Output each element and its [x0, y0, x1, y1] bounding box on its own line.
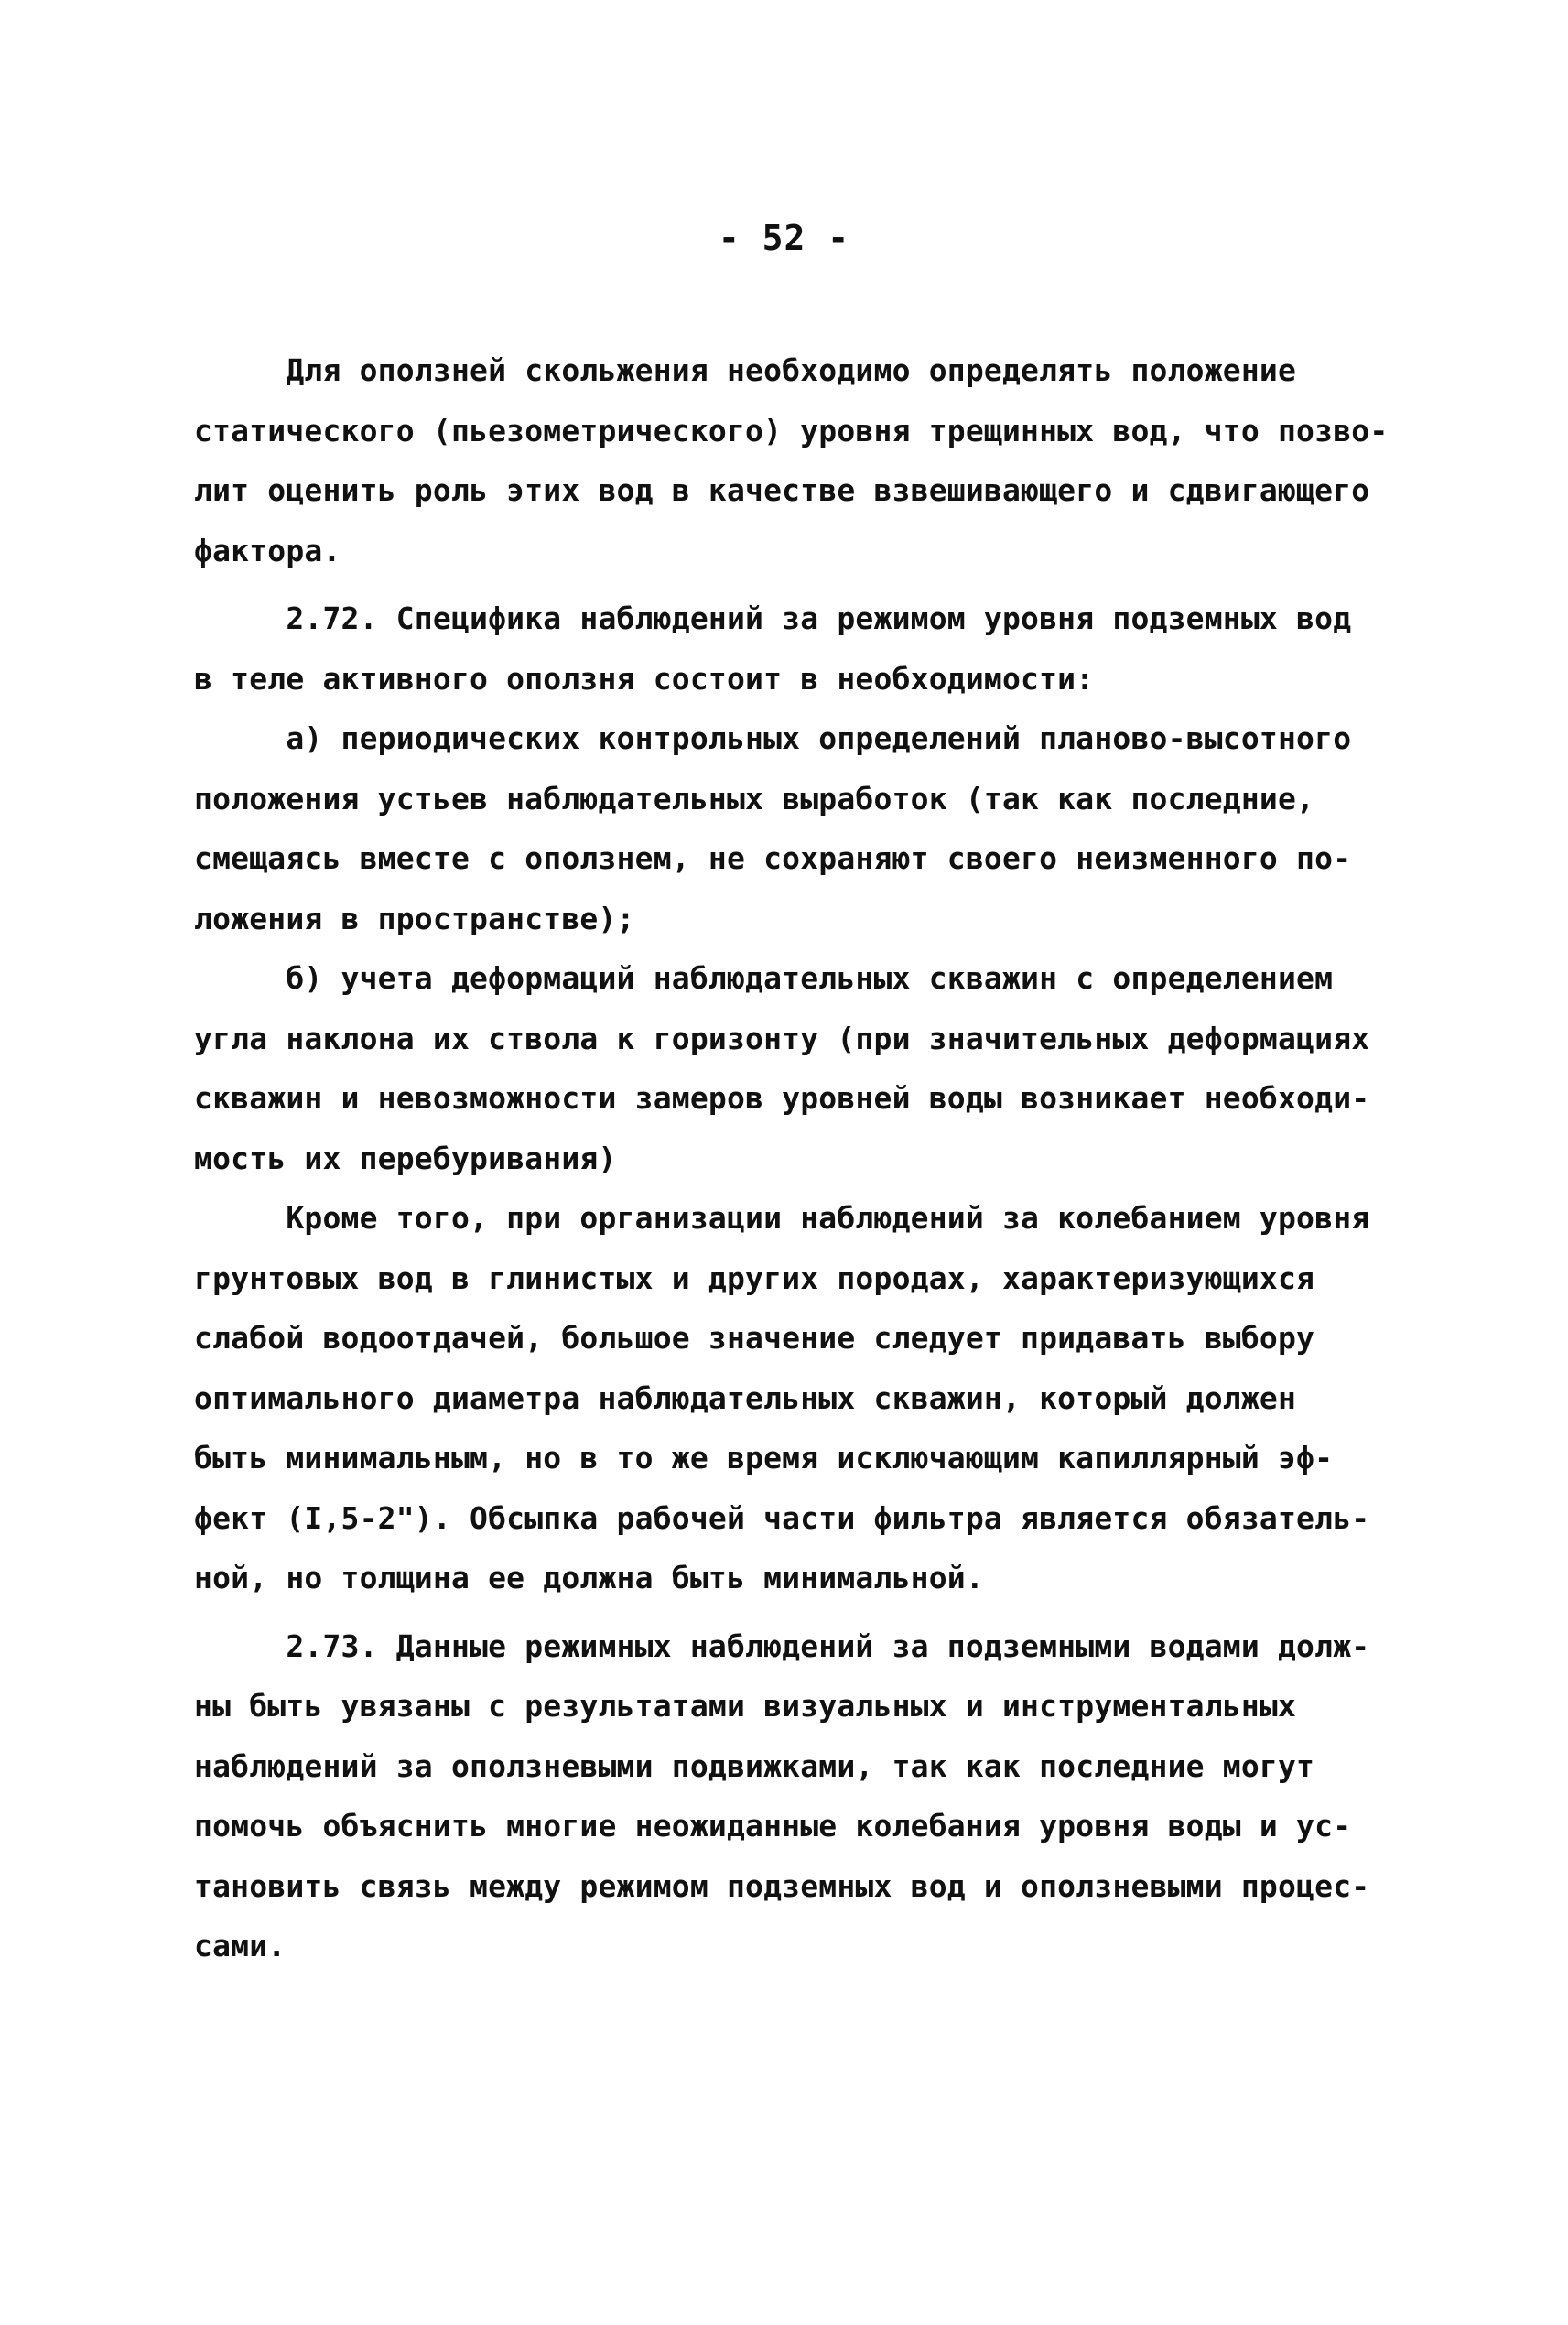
- text-line: б) учета деформаций наблюдательных скважин с определением: [194, 960, 1334, 996]
- text-line: фактора.: [194, 532, 341, 568]
- text-line: скважин и невозможности замеров уровней воды возникает необходи-: [194, 1080, 1370, 1116]
- text-line: мость их перебуривания): [194, 1140, 617, 1176]
- text-line: оптимального диаметра наблюдательных скважин, который должен: [194, 1379, 1297, 1416]
- text-line: положения устьев наблюдательных выработок (так как последние,: [194, 780, 1315, 816]
- text-line: статического (пьезометрического) уровня трещинных вод, что позво-: [194, 412, 1389, 449]
- text-line: лит оценить роль этих вод в качестве взвешивающего и сдвигающего: [194, 472, 1370, 508]
- text-line: ны быть увязаны с результатами визуальных и инструментальных: [194, 1688, 1297, 1724]
- text-line: грунтовых вод в глинистых и других породах, характеризующихся: [194, 1260, 1315, 1296]
- text-line: тановить связь между режимом подземных вод и оползневыми процес-: [194, 1867, 1370, 1904]
- text-line: наблюдений за оползневыми подвижками, так как последние могут: [194, 1747, 1315, 1784]
- text-line: помочь объяснить многие неожиданные колебания уровня воды и ус-: [194, 1808, 1352, 1844]
- page-number: - 52 -: [718, 218, 850, 258]
- list-item-a: [194, 708, 1384, 948]
- text-line: ложения в пространстве);: [194, 900, 635, 936]
- paragraph-landslide-static-level: [194, 341, 1389, 580]
- text-line: Для оползней скольжения необходимо определять положение: [194, 352, 1297, 388]
- text-line: фект (I,5-2"). Обсыпка рабочей части фильтра является обязатель-: [194, 1499, 1370, 1536]
- document-body: [194, 341, 1389, 1976]
- paragraph-section-2-73: [194, 1617, 1384, 1976]
- text-line: сами.: [194, 1928, 287, 1963]
- text-line: быть минимальным, но в то же время исключающим капиллярный эф-: [194, 1440, 1334, 1476]
- text-line: смещаясь вместе с оползнем, не сохраняют своего неизменного по-: [194, 840, 1352, 876]
- list-item-b: [194, 948, 1384, 1188]
- paragraph-observation-well-diameter: [194, 1188, 1384, 1608]
- text-line: 2.72. Специфика наблюдений за режимом уровня подземных вод: [194, 600, 1352, 636]
- paragraph-section-2-72: [194, 589, 1384, 708]
- text-line: а) периодических контрольных определений планово-высотного: [194, 720, 1352, 756]
- text-line: 2.73. Данные режимных наблюдений за подземными водами долж-: [194, 1628, 1370, 1664]
- text-line: ной, но толщина ее должна быть минимальной.: [194, 1560, 984, 1595]
- text-line: Кроме того, при организации наблюдений за колебанием уровня: [194, 1200, 1370, 1236]
- text-line: слабой водоотдачей, большое значение следует придавать выбору: [194, 1320, 1315, 1356]
- text-line: угла наклона их ствола к горизонту (при значительных деформациях: [194, 1020, 1370, 1056]
- text-line: в теле активного оползня состоит в необходимости:: [194, 660, 1095, 697]
